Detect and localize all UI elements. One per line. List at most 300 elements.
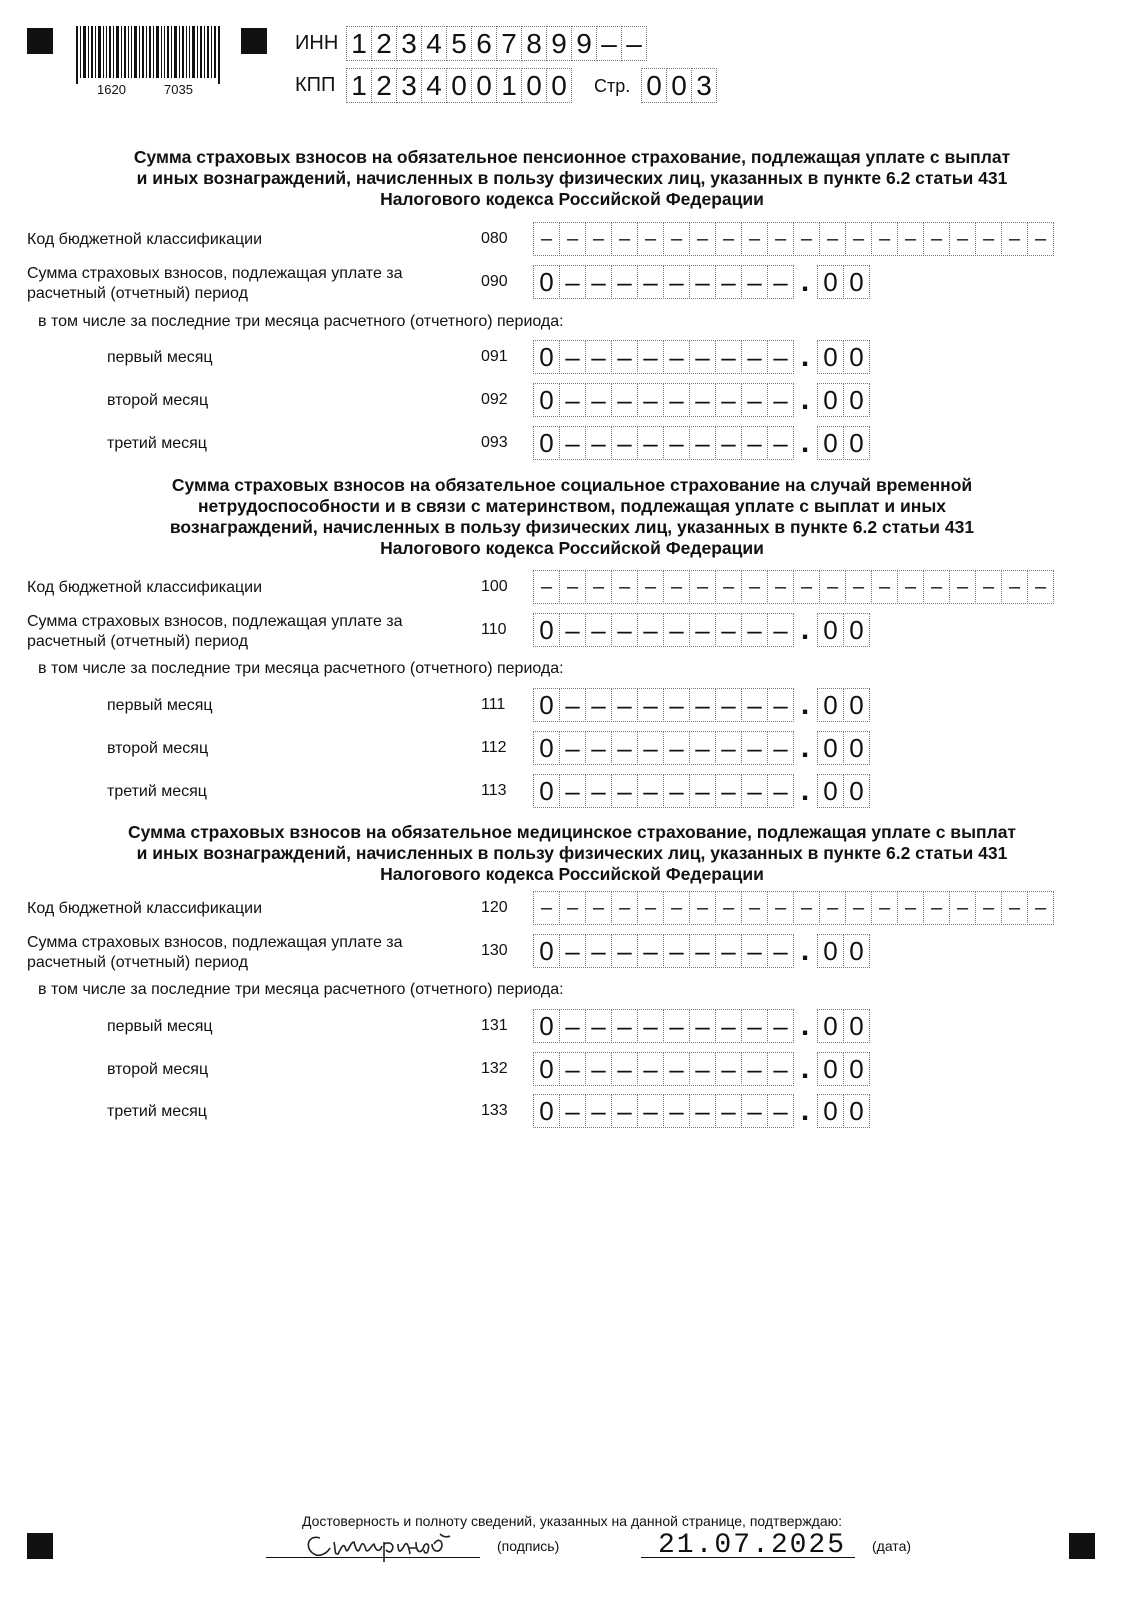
amount-empty-cell: – — [715, 731, 742, 765]
kbk-empty-cell: – — [871, 891, 898, 925]
amount-empty-cell: – — [715, 265, 742, 299]
amount-empty-cell: – — [663, 1094, 690, 1128]
kbk-empty-cell: – — [897, 891, 924, 925]
amount-empty-cell: – — [767, 1009, 794, 1043]
amount-empty-cell: – — [741, 774, 768, 808]
section-title-line: и иных вознаграждений, начисленных в пользу физических лиц, указанных в пункте 6.2 статьи 431 — [136, 168, 1008, 188]
month-amount-field[interactable] — [533, 340, 869, 374]
sum-label — [27, 612, 403, 652]
kopeck-cell: 0 — [843, 1052, 870, 1086]
inn-cell: 6 — [471, 26, 497, 61]
amount-empty-cell: – — [741, 1094, 768, 1128]
amount-empty-cell: – — [559, 613, 586, 647]
amount-empty-cell: – — [611, 934, 638, 968]
kopeck-cell: 0 — [843, 774, 870, 808]
amount-empty-cell: – — [611, 1094, 638, 1128]
kpp-field[interactable] — [346, 68, 571, 103]
kopeck-cell: 0 — [843, 340, 870, 374]
amount-empty-cell: – — [559, 774, 586, 808]
kbk-empty-cell: – — [715, 891, 742, 925]
amount-digit-cell: 0 — [533, 383, 560, 417]
amount-empty-cell: – — [741, 265, 768, 299]
month-line-code: 132 — [481, 1060, 508, 1077]
decimal-point: . — [800, 1009, 810, 1042]
kpp-cell: 0 — [521, 68, 547, 103]
amount-empty-cell: – — [715, 1094, 742, 1128]
date-line — [641, 1557, 855, 1558]
page-number-field[interactable] — [641, 68, 716, 103]
amount-digit-cell: 0 — [533, 774, 560, 808]
amount-digit-cell: 0 — [533, 731, 560, 765]
kbk-empty-cell: – — [949, 570, 976, 604]
inn-cell: – — [621, 26, 647, 61]
kpp-label: КПП — [295, 74, 336, 96]
sum-label-line: расчетный (отчетный) период — [27, 285, 248, 302]
inn-cell: 3 — [396, 26, 422, 61]
amount-empty-cell: – — [585, 613, 612, 647]
amount-digit-cell: 0 — [533, 1094, 560, 1128]
month-line-code: 113 — [481, 782, 507, 799]
decimal-point: . — [800, 340, 810, 373]
inn-cell: 9 — [546, 26, 572, 61]
kopeck-cell: 0 — [817, 934, 844, 968]
kbk-label: Код бюджетной классификации — [27, 579, 263, 596]
signature-caption: (подпись) — [497, 1538, 560, 1554]
amount-empty-cell: – — [637, 934, 664, 968]
kopeck-cell: 0 — [843, 613, 870, 647]
amount-empty-cell: – — [715, 383, 742, 417]
kbk-empty-cell: – — [559, 570, 586, 604]
kbk-empty-cell: – — [663, 570, 690, 604]
section-title-line: Налогового кодекса Российской Федерации — [380, 864, 764, 884]
section-title-line: вознаграждений, начисленных в пользу физических лиц, указанных в пункте 6.2 статьи 431 — [169, 517, 975, 537]
decimal-point: . — [800, 426, 810, 459]
kbk-empty-cell: – — [741, 570, 768, 604]
kbk-empty-cell: – — [741, 891, 768, 925]
month-line-code: 093 — [481, 434, 508, 451]
amount-empty-cell: – — [637, 688, 664, 722]
kbk-empty-cell: – — [845, 570, 872, 604]
kbk-field[interactable] — [533, 891, 1053, 925]
kbk-empty-cell: – — [559, 222, 586, 256]
amount-empty-cell: – — [715, 426, 742, 460]
page-cell: 0 — [641, 68, 667, 103]
kopeck-cell: 0 — [843, 383, 870, 417]
sum-label-line: Сумма страховых взносов, подлежащая уплате за — [27, 265, 403, 282]
kbk-empty-cell: – — [663, 891, 690, 925]
amount-empty-cell: – — [767, 774, 794, 808]
amount-empty-cell: – — [715, 934, 742, 968]
kopeck-cell: 0 — [817, 265, 844, 299]
amount-digit-cell: 0 — [533, 426, 560, 460]
amount-empty-cell: – — [715, 688, 742, 722]
kpp-cell: 4 — [421, 68, 447, 103]
inn-label: ИНН — [295, 32, 339, 54]
amount-empty-cell: – — [741, 340, 768, 374]
sum-line-code: 090 — [481, 273, 508, 290]
amount-empty-cell: – — [585, 1009, 612, 1043]
decimal-point: . — [800, 383, 810, 416]
kopeck-cell: 0 — [817, 383, 844, 417]
kopeck-cell: 0 — [817, 613, 844, 647]
kbk-empty-cell: – — [585, 222, 612, 256]
section-title-line: Сумма страховых взносов на обязательное пенсионное страхование, подлежащая уплате с выплат — [133, 147, 1011, 167]
amount-empty-cell: – — [637, 1052, 664, 1086]
decimal-point: . — [800, 934, 810, 967]
kbk-empty-cell: – — [533, 222, 560, 256]
kpp-cell: 1 — [496, 68, 522, 103]
amount-empty-cell: – — [767, 340, 794, 374]
sum-label — [27, 933, 403, 973]
kpp-cell: 3 — [396, 68, 422, 103]
amount-empty-cell: – — [741, 613, 768, 647]
kopeck-cell: 0 — [843, 731, 870, 765]
kopeck-cell: 0 — [843, 934, 870, 968]
amount-empty-cell: – — [689, 265, 716, 299]
month-amount-field[interactable] — [533, 1052, 869, 1086]
amount-empty-cell: – — [663, 774, 690, 808]
page-cell: 0 — [666, 68, 692, 103]
amount-empty-cell: – — [741, 426, 768, 460]
month-label: первый месяц — [107, 697, 213, 714]
kbk-empty-cell: – — [819, 570, 846, 604]
decimal-point: . — [800, 688, 810, 721]
kpp-cell: 0 — [546, 68, 572, 103]
amount-empty-cell: – — [663, 1052, 690, 1086]
month-amount-field[interactable] — [533, 1094, 869, 1128]
amount-empty-cell: – — [715, 613, 742, 647]
kbk-empty-cell: – — [689, 891, 716, 925]
sum-amount-field[interactable] — [533, 934, 869, 968]
amount-empty-cell: – — [663, 265, 690, 299]
section-title — [0, 475, 1144, 559]
amount-empty-cell: – — [585, 688, 612, 722]
amount-empty-cell: – — [663, 731, 690, 765]
kbk-empty-cell: – — [1027, 222, 1054, 256]
amount-empty-cell: – — [715, 340, 742, 374]
month-line-code: 111 — [481, 696, 506, 713]
kbk-empty-cell: – — [767, 570, 794, 604]
amount-empty-cell: – — [637, 731, 664, 765]
amount-empty-cell: – — [715, 1009, 742, 1043]
kbk-empty-cell: – — [741, 222, 768, 256]
month-amount-field[interactable] — [533, 731, 869, 765]
kpp-cell: 2 — [371, 68, 397, 103]
kbk-empty-cell: – — [1027, 570, 1054, 604]
amount-empty-cell: – — [637, 613, 664, 647]
kbk-line-code: 080 — [481, 230, 508, 247]
amount-empty-cell: – — [559, 1009, 586, 1043]
amount-empty-cell: – — [637, 1094, 664, 1128]
amount-empty-cell: – — [767, 613, 794, 647]
kbk-empty-cell: – — [585, 891, 612, 925]
including-label: в том числе за последние три месяца расчетного (отчетного) периода: — [38, 981, 564, 998]
amount-empty-cell: – — [689, 934, 716, 968]
section-title-line: Налогового кодекса Российской Федерации — [380, 189, 764, 209]
amount-empty-cell: – — [585, 1052, 612, 1086]
inn-cell: – — [596, 26, 622, 61]
kbk-empty-cell: – — [793, 222, 820, 256]
kbk-empty-cell: – — [1001, 222, 1028, 256]
kbk-empty-cell: – — [845, 222, 872, 256]
amount-empty-cell: – — [611, 774, 638, 808]
kbk-empty-cell: – — [767, 222, 794, 256]
amount-empty-cell: – — [741, 731, 768, 765]
page-label: Стр. — [594, 76, 631, 96]
section-title-line: Сумма страховых взносов на обязательное социальное страхование на случай временной — [171, 475, 973, 495]
inn-cell: 2 — [371, 26, 397, 61]
barcode-number-left: 1620 — [97, 82, 126, 97]
amount-empty-cell: – — [741, 934, 768, 968]
kopeck-cell: 0 — [817, 426, 844, 460]
signature-line — [266, 1557, 480, 1558]
kopeck-cell: 0 — [817, 1009, 844, 1043]
kbk-empty-cell: – — [949, 222, 976, 256]
inn-cell: 4 — [421, 26, 447, 61]
kbk-empty-cell: – — [611, 891, 638, 925]
kpp-cell: 1 — [346, 68, 372, 103]
including-label: в том числе за последние три месяца расчетного (отчетного) периода: — [38, 313, 564, 330]
kbk-empty-cell: – — [559, 891, 586, 925]
kbk-empty-cell: – — [767, 891, 794, 925]
kbk-empty-cell: – — [637, 570, 664, 604]
amount-empty-cell: – — [637, 383, 664, 417]
month-amount-field[interactable] — [533, 688, 869, 722]
month-amount-field[interactable] — [533, 774, 869, 808]
amount-empty-cell: – — [663, 1009, 690, 1043]
amount-empty-cell: – — [585, 383, 612, 417]
kbk-empty-cell: – — [975, 891, 1002, 925]
kbk-field[interactable] — [533, 222, 1053, 256]
kbk-empty-cell: – — [793, 570, 820, 604]
month-label: третий месяц — [107, 435, 207, 452]
amount-empty-cell: – — [689, 383, 716, 417]
decimal-point: . — [800, 613, 810, 646]
amount-empty-cell: – — [689, 774, 716, 808]
corner-marker-bottom-right — [1069, 1533, 1095, 1559]
decimal-point: . — [800, 265, 810, 298]
kopeck-cell: 0 — [817, 340, 844, 374]
amount-empty-cell: – — [611, 383, 638, 417]
sum-amount-field[interactable] — [533, 265, 869, 299]
month-amount-field[interactable] — [533, 383, 869, 417]
amount-digit-cell: 0 — [533, 340, 560, 374]
kbk-empty-cell: – — [689, 222, 716, 256]
amount-empty-cell: – — [637, 1009, 664, 1043]
amount-empty-cell: – — [585, 934, 612, 968]
date-value[interactable]: 21.07.2025 — [658, 1530, 847, 1561]
corner-marker-bottom-left — [27, 1533, 53, 1559]
sum-label-line: Сумма страховых взносов, подлежащая уплате за — [27, 613, 403, 630]
kbk-line-code: 120 — [481, 899, 508, 916]
amount-empty-cell: – — [559, 1052, 586, 1086]
month-amount-field[interactable] — [533, 426, 869, 460]
amount-empty-cell: – — [559, 688, 586, 722]
amount-empty-cell: – — [637, 340, 664, 374]
sum-label — [27, 264, 403, 304]
kbk-empty-cell: – — [923, 570, 950, 604]
kopeck-cell: 0 — [843, 1009, 870, 1043]
sum-line-code: 110 — [481, 621, 507, 638]
amount-empty-cell: – — [767, 934, 794, 968]
decimal-point: . — [800, 731, 810, 764]
kbk-empty-cell: – — [871, 222, 898, 256]
amount-empty-cell: – — [689, 1094, 716, 1128]
amount-empty-cell: – — [767, 688, 794, 722]
kbk-empty-cell: – — [533, 891, 560, 925]
including-label: в том числе за последние три месяца расчетного (отчетного) периода: — [38, 660, 564, 677]
corner-marker-top-right — [241, 28, 267, 54]
kbk-label: Код бюджетной классификации — [27, 231, 263, 248]
month-label: второй месяц — [107, 392, 209, 409]
amount-empty-cell: – — [741, 1009, 768, 1043]
signature-image — [300, 1528, 460, 1564]
amount-empty-cell: – — [611, 613, 638, 647]
month-amount-field[interactable] — [533, 1009, 869, 1043]
kbk-empty-cell: – — [533, 570, 560, 604]
amount-empty-cell: – — [663, 426, 690, 460]
date-caption: (дата) — [872, 1538, 912, 1554]
kbk-empty-cell: – — [819, 222, 846, 256]
month-label: первый месяц — [107, 349, 213, 366]
amount-empty-cell: – — [689, 688, 716, 722]
kbk-empty-cell: – — [975, 222, 1002, 256]
month-label: третий месяц — [107, 1103, 207, 1120]
section-title — [0, 822, 1144, 885]
amount-empty-cell: – — [663, 934, 690, 968]
amount-empty-cell: – — [559, 731, 586, 765]
kopeck-cell: 0 — [843, 265, 870, 299]
kpp-cell: 0 — [471, 68, 497, 103]
kbk-empty-cell: – — [949, 891, 976, 925]
amount-digit-cell: 0 — [533, 613, 560, 647]
month-label: третий месяц — [107, 783, 207, 800]
amount-empty-cell: – — [689, 340, 716, 374]
barcode-number-right: 7035 — [164, 82, 193, 97]
kbk-empty-cell: – — [637, 891, 664, 925]
kpp-cell: 0 — [446, 68, 472, 103]
amount-empty-cell: – — [559, 426, 586, 460]
amount-empty-cell: – — [663, 383, 690, 417]
inn-cell: 5 — [446, 26, 472, 61]
amount-empty-cell: – — [559, 934, 586, 968]
section-title-line: и иных вознаграждений, начисленных в пользу физических лиц, указанных в пункте 6.2 статьи 431 — [136, 843, 1008, 863]
kbk-label: Код бюджетной классификации — [27, 900, 263, 917]
inn-field[interactable] — [346, 26, 646, 61]
amount-empty-cell: – — [689, 1052, 716, 1086]
sum-label-line: расчетный (отчетный) период — [27, 954, 248, 971]
barcode — [76, 26, 222, 84]
amount-empty-cell: – — [585, 1094, 612, 1128]
amount-empty-cell: – — [559, 265, 586, 299]
section-title — [0, 147, 1144, 210]
amount-empty-cell: – — [741, 1052, 768, 1086]
month-line-code: 091 — [481, 348, 508, 365]
amount-empty-cell: – — [767, 731, 794, 765]
decimal-point: . — [800, 774, 810, 807]
kbk-empty-cell: – — [871, 570, 898, 604]
amount-empty-cell: – — [611, 265, 638, 299]
decimal-point: . — [800, 1052, 810, 1085]
kbk-empty-cell: – — [923, 222, 950, 256]
kbk-empty-cell: – — [845, 891, 872, 925]
sum-amount-field[interactable] — [533, 613, 869, 647]
kbk-empty-cell: – — [819, 891, 846, 925]
amount-empty-cell: – — [689, 731, 716, 765]
confirmation-note: Достоверность и полноту сведений, указанных на данной странице, подтверждаю: — [301, 1513, 843, 1529]
kopeck-cell: 0 — [843, 426, 870, 460]
inn-cell: 7 — [496, 26, 522, 61]
amount-empty-cell: – — [741, 383, 768, 417]
kbk-empty-cell: – — [923, 891, 950, 925]
kopeck-cell: 0 — [817, 1052, 844, 1086]
month-label: первый месяц — [107, 1018, 213, 1035]
kopeck-cell: 0 — [843, 688, 870, 722]
section-title-line: Налогового кодекса Российской Федерации — [380, 538, 764, 558]
amount-digit-cell: 0 — [533, 1052, 560, 1086]
kbk-empty-cell: – — [1027, 891, 1054, 925]
kopeck-cell: 0 — [817, 1094, 844, 1128]
amount-empty-cell: – — [767, 1094, 794, 1128]
month-line-code: 092 — [481, 391, 508, 408]
kbk-empty-cell: – — [1001, 570, 1028, 604]
amount-empty-cell: – — [715, 1052, 742, 1086]
amount-empty-cell: – — [715, 774, 742, 808]
amount-empty-cell: – — [585, 731, 612, 765]
corner-marker-top-left — [27, 28, 53, 54]
kbk-empty-cell: – — [663, 222, 690, 256]
kbk-empty-cell: – — [975, 570, 1002, 604]
amount-empty-cell: – — [637, 265, 664, 299]
kbk-empty-cell: – — [897, 222, 924, 256]
kbk-empty-cell: – — [611, 570, 638, 604]
month-line-code: 131 — [481, 1017, 508, 1034]
amount-digit-cell: 0 — [533, 1009, 560, 1043]
amount-empty-cell: – — [611, 1052, 638, 1086]
kbk-field[interactable] — [533, 570, 1053, 604]
amount-empty-cell: – — [611, 731, 638, 765]
amount-empty-cell: – — [689, 613, 716, 647]
amount-empty-cell: – — [585, 426, 612, 460]
kbk-empty-cell: – — [715, 222, 742, 256]
kopeck-cell: 0 — [817, 731, 844, 765]
inn-cell: 8 — [521, 26, 547, 61]
amount-empty-cell: – — [611, 1009, 638, 1043]
amount-empty-cell: – — [767, 383, 794, 417]
sum-line-code: 130 — [481, 942, 508, 959]
amount-empty-cell: – — [585, 774, 612, 808]
decimal-point: . — [800, 1094, 810, 1127]
kbk-empty-cell: – — [611, 222, 638, 256]
amount-empty-cell: – — [585, 340, 612, 374]
amount-empty-cell: – — [611, 426, 638, 460]
amount-empty-cell: – — [559, 383, 586, 417]
kbk-empty-cell: – — [1001, 891, 1028, 925]
month-label: второй месяц — [107, 740, 209, 757]
section-title-line: нетрудоспособности и в связи с материнством, подлежащая уплате с выплат и иных — [197, 496, 947, 516]
section-title-line: Сумма страховых взносов на обязательное медицинское страхование, подлежащая уплате с выплат — [127, 822, 1016, 842]
inn-cell: 1 — [346, 26, 372, 61]
kbk-empty-cell: – — [793, 891, 820, 925]
sum-label-line: расчетный (отчетный) период — [27, 633, 248, 650]
amount-digit-cell: 0 — [533, 265, 560, 299]
amount-empty-cell: – — [637, 774, 664, 808]
amount-empty-cell: – — [663, 688, 690, 722]
kopeck-cell: 0 — [817, 688, 844, 722]
kbk-empty-cell: – — [715, 570, 742, 604]
amount-empty-cell: – — [611, 340, 638, 374]
month-label: второй месяц — [107, 1061, 209, 1078]
